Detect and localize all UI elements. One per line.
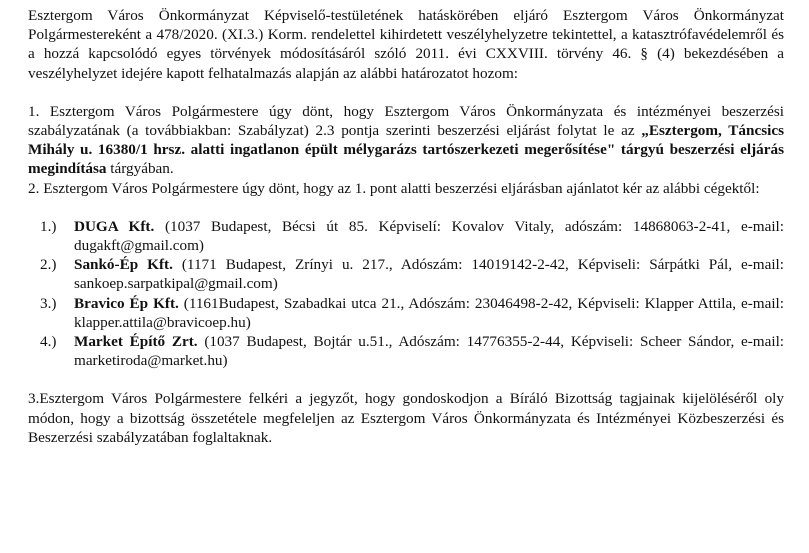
point-2-paragraph: 2. Esztergom Város Polgármestere úgy dönt, hogy az 1. pont alatti beszerzési eljárásban ajánlatot kér az alábbi cégektől: [28,179,760,197]
company-details: (1171 Budapest, Zrínyi u. 217., Adószám: 14019142-2-42, Képviseli: Sárpátki Pál, e-mail: sankoep.sarpatkipal@gmail.com) [74,256,785,293]
company-item [40,255,784,293]
company-number: 1.) [40,217,57,235]
intro-paragraph: Esztergom Város Önkormányzat Képviselő-testületének hatáskörében eljáró Esztergom Város Önkormányzat Polgármestereként a 478/2020. (XI.3.) Korm. rendelettel kihirdetett veszélyhelyzetre tekintettel, a katasztrófavédelemről és a hozzá kapcsolódó egyes törvények módosításáról szóló 2011. évi CXXVIII. törvény 46. § (4) bekezdésében a veszélyhelyzet idejére kapott felhatalmazás alapján az alábbi határozatot hozom: [28,7,784,82]
point-1-bold-subject: „Esztergom, Táncsics Mihály u. 16380/1 hrsz. alatti ingatlanon épült mélygarázs tartószerkezeti megerősítése" tárgyú beszerzési eljárás megindítása [28,122,784,178]
company-entry [74,294,784,332]
company-details: (1037 Budapest, Bécsi út 85. Képviselí: Kovalov Vitaly, adószám: 14868063-2-41, e-mail: dugakft@gmail.com) [74,217,784,255]
company-list [28,217,784,371]
point-1-paragraph [28,102,784,179]
company-item [40,217,784,255]
spacer [28,83,784,102]
company-entry [74,217,784,255]
spacer [28,198,784,217]
spacer [28,370,784,389]
company-number: 3.) [40,294,57,312]
company-name: Market Építő Zrt. [74,333,198,351]
company-details: (1161Budapest, Szabadkai utca 21., Adószám: 23046498-2-42, Képviseli: Klapper Attila, e-mail: klapper.attila@bravicoep.hu) [74,294,784,331]
company-item [40,332,784,370]
document-page [28,6,784,447]
point-3-paragraph: 3.Esztergom Város Polgármestere felkéri a jegyzőt, hogy gondoskodjon a Bíráló Bizottság tagjainak kijelöléséről oly módon, hogy a bizottság összetétele megfeleljen az Esztergom Város Önkormányzata és Intézményei Közbeszerzési és Beszerzési szabályzatában foglaltaknak. [28,390,784,446]
company-number: 2.) [40,256,57,274]
company-name: Bravico Ép Kft. [74,294,179,312]
point-1-text-a: 1. Esztergom Város Polgármestere úgy dönt, hogy Esztergom Város Önkormányzata és intézményei beszerzési szabályzatának (a továbbiakban: Szabályzat) 2.3 pontja szerinti beszerzési eljárást folytat le az [28,102,784,140]
company-name: Sankó-Ép Kft. [74,256,173,274]
company-details: (1037 Budapest, Bojtár u.51., Adószám: 14776355-2-44, Képviseli: Scheer Sándor, e-mail: marketiroda@market.hu) [74,333,785,370]
company-entry [74,255,784,293]
company-number: 4.) [40,333,57,351]
company-item [40,294,784,332]
point-1-text-b: tárgyában. [106,160,174,178]
company-entry [74,332,784,370]
company-name: DUGA Kft. [74,217,155,235]
